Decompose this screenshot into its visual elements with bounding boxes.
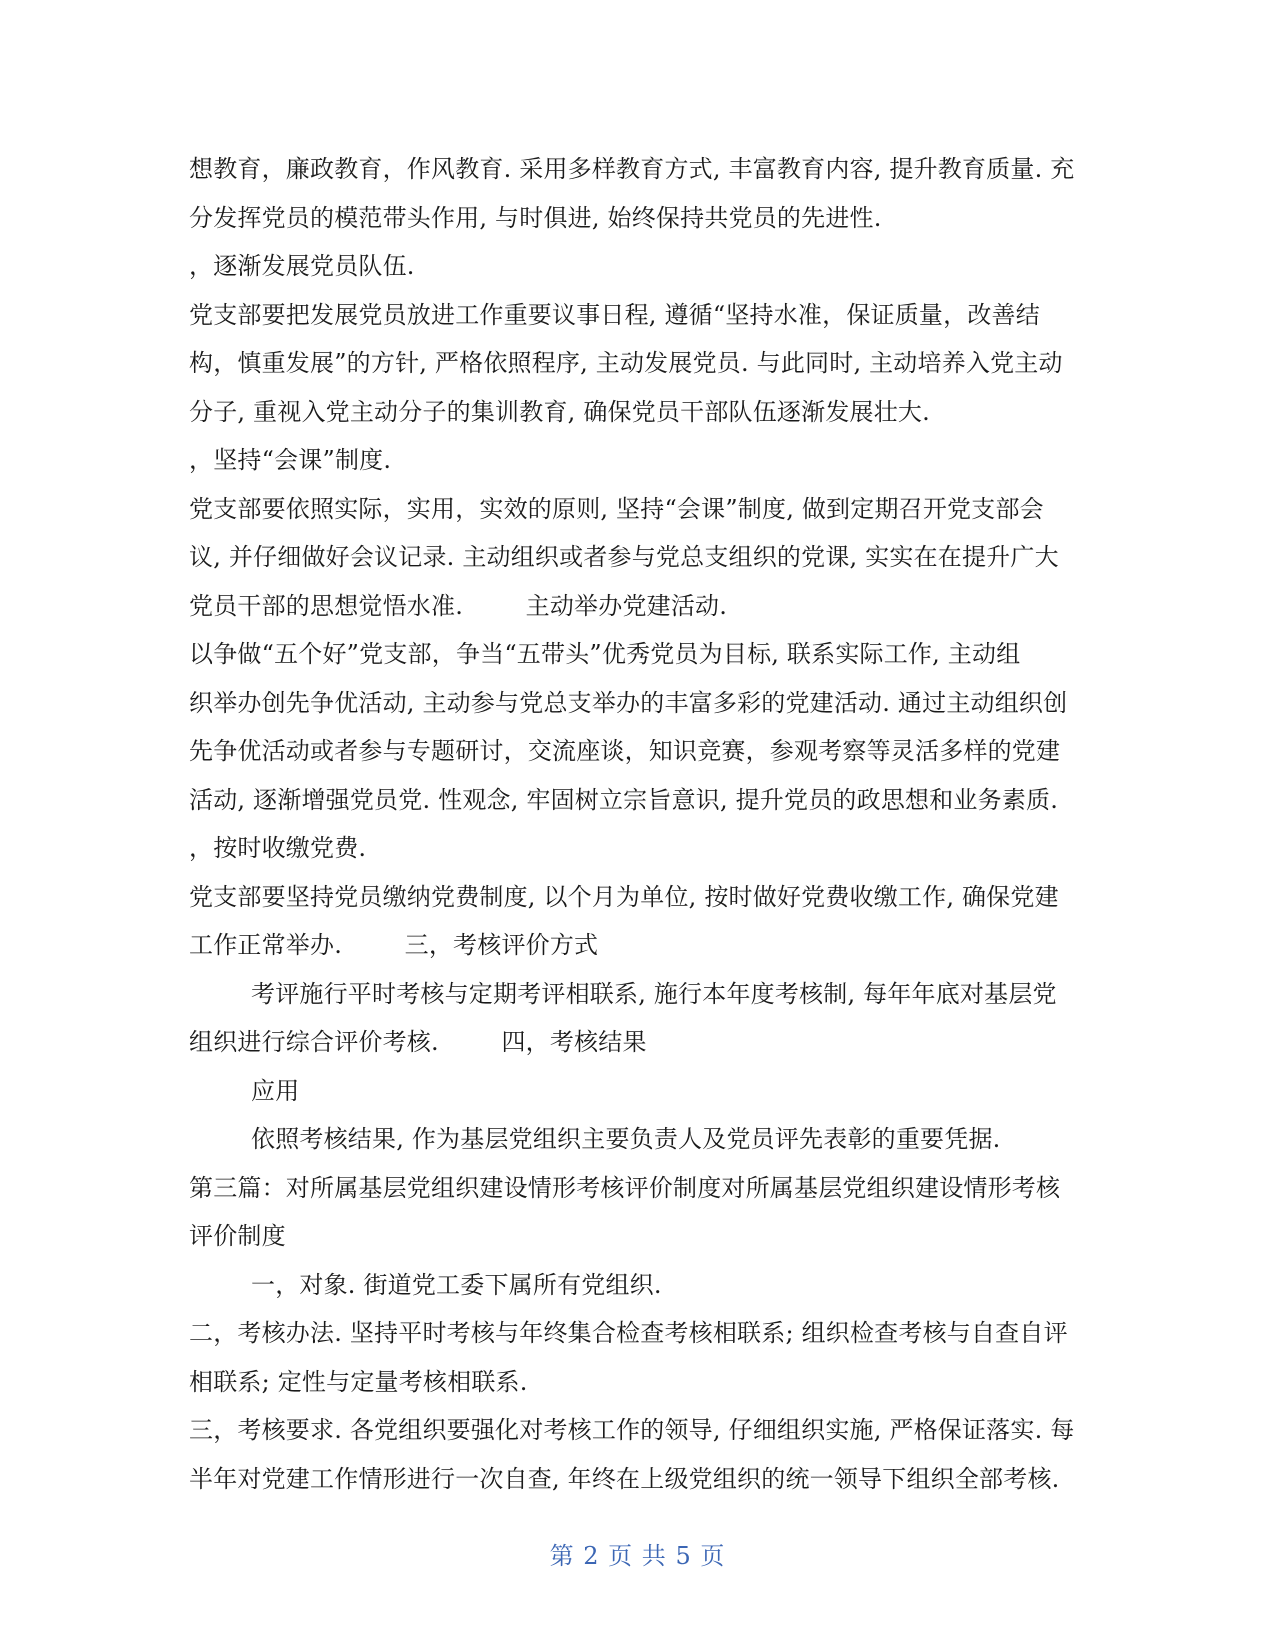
body-text — [189, 145, 1089, 1503]
text-line: 三，考核要求. 各党组织要强化对考核工作的领导, 仔细组织实施, 严格保证落实. 每 — [189, 1416, 1075, 1444]
text-line: 分子, 重视入党主动分子的集训教育, 确保党员干部队伍逐渐发展壮大. — [189, 397, 930, 426]
text-line: 议, 并仔细做好会议记录. 主动组织或者参与党总支组织的党课, 实实在在提升广大 — [189, 543, 1059, 571]
text-line: 相联系; 定性与定量考核相联系. — [189, 1367, 528, 1396]
text-line: 组织进行综合评价考核. 四，考核结果 — [189, 1028, 647, 1056]
text-line: 评价制度 — [189, 1222, 286, 1250]
text-line: 党支部要依照实际，实用，实效的原则, 坚持“会课”制度, 做到定期召开党支部会 — [189, 494, 1044, 523]
text-line: 工作正常举办. 三，考核评价方式 — [189, 931, 599, 959]
text-line: 先争优活动或者参与专题研讨，交流座谈，知识竞赛，参观考察等灵活多样的党建 — [189, 737, 1061, 765]
text-line: 想教育，廉政教育，作风教育. 采用多样教育方式, 丰富教育内容, 提升教育质量. 充 — [189, 155, 1075, 183]
text-line: 二，考核办法. 坚持平时考核与年终集合检查考核相联系; 组织检查考核与自查自评 — [189, 1319, 1068, 1347]
text-line: ，逐渐发展党员队伍. — [189, 252, 415, 280]
text-line: 构，慎重发展”的方针, 严格依照程序, 主动发展党员. 与此同时, 主动培养入党主动 — [189, 349, 1063, 377]
text-line: ，坚持“会课”制度. — [189, 446, 392, 474]
text-line: 织举办创先争优活动, 主动参与党总支举办的丰富多彩的党建活动. 通过主动组织创 — [189, 688, 1068, 717]
text-line: 依照考核结果, 作为基层党组织主要负责人及党员评先表彰的重要凭据. — [251, 1125, 1001, 1153]
text-line: 考评施行平时考核与定期考评相联系, 施行本年度考核制, 每年年底对基层党 — [251, 979, 1057, 1008]
text-line: 党支部要坚持党员缴纳党费制度, 以个月为单位, 按时做好党费收缴工作, 确保党建 — [189, 882, 1059, 911]
text-line: 半年对党建工作情形进行一次自查, 年终在上级党组织的统一领导下组织全部考核. — [189, 1464, 1060, 1493]
text-line: 党支部要把发展党员放进工作重要议事日程, 遵循“坚持水准，保证质量，改善结 — [189, 300, 1040, 329]
text-line: 分发挥党员的模范带头作用, 与时俱进, 始终保持共党员的先进性. — [189, 203, 882, 232]
text-line: 以争做“五个好”党支部，争当“五带头”优秀党员为目标, 联系实际工作, 主动组 — [189, 640, 1021, 668]
page-footer — [0, 1536, 1275, 1571]
text-line: 应用 — [251, 1076, 300, 1105]
text-line: 第三篇：对所属基层党组织建设情形考核评价制度对所属基层党组织建设情形考核 — [189, 1173, 1061, 1202]
text-line: 活动, 逐渐增强党员党. 性观念, 牢固树立宗旨意识, 提升党员的政思想和业务素质. — [189, 785, 1059, 814]
page-number-label: 第 2 页 共 5 页 — [549, 1542, 726, 1570]
text-line: ，按时收缴党费. — [189, 834, 367, 862]
text-line: 一，对象. 街道党工委下属所有党组织. — [251, 1270, 662, 1299]
text-line: 党员干部的思想觉悟水准. 主动举办党建活动. — [189, 591, 728, 620]
